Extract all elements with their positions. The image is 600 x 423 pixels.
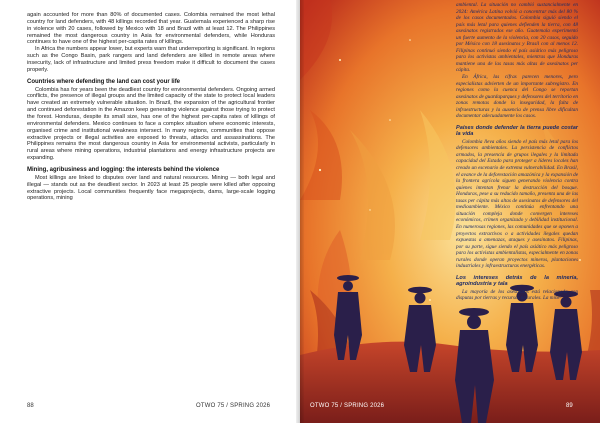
body-paragraph: In Africa the numbers appear lower, but experts warn that underreporting is significant. In regions such as the Congo Basin, park rangers and land defenders are killed in remote areas where insecurity, lack of infrastructure and limited press freedom make it difficult to document the cases properly. (27, 46, 275, 73)
section-heading: Los intereses detrás de la minería, agroindustria y tala (456, 274, 578, 288)
right-article-column (456, 2, 578, 302)
body-paragraph: Colombia has for years been the deadliest country for environmental defenders. Ongoing armed conflicts, the presence of illegal groups and the limited capacity of the state to protect local leaders have created an extremely vulnerable situation. In Brazil, the expansion of the agricultural frontier and continued deforestation in the Amazon keep generating violence against those trying to protect the forest. Honduras, despite its small size, has one of the highest per-capita rates of killings of environmental defenders. Mexico continues to face a complex situation where economic interests, organised crime and institutional weakness intersect. In many regions, communities that oppose extractive projects or illegal activities are exposed to threats, attacks and assassinations. The Philippines remains the most dangerous country in Asia for environmental activists, particularly in rural areas where mining operations, industrial plantations and energy infrastructure projects are expanding. (27, 86, 275, 162)
body-paragraph: again accounted for more than 80% of documented cases. Colombia remained the most lethal country for land defenders, with 48 killings recorded that year. Guatemala experienced a sharp rise in violence with 20 cases, followed by Mexico with 18 and Brazil with at least 12. The Philippines remained the most dangerous country in Asia for environmental defenders, while Honduras continues to have one of the highest per-capita rates of killings. (27, 12, 275, 46)
body-paragraph: En África, las cifras parecen menores, pero especialistas advierten de un importante subregistro. En regiones como la cuenca del Congo se reportan asesinatos de guardaparques y defensores del territorio en zonas remotas donde la inseguridad, la falta de infraestructuras y la ausencia de prensa libre dificultan documentar adecuadamente los casos. (456, 74, 578, 120)
right-page-number: 89 (566, 403, 573, 409)
section-heading: Mining, agribusiness and logging: the interests behind the violence (27, 166, 220, 173)
body-paragraph: La mayoría de los asesinatos está relacionada con disputas por tierras y recursos naturales. La mine- (456, 288, 578, 302)
body-paragraph: ambiental. La situación no cambió sustancialmente en 2024: América Latina volvió a concentrar más del 80 % de los casos documentados. Colombia siguió siendo el país más letal para quienes defienden la tierra, con 48 asesinatos registrados ese año. Guatemala experimentó un fuerte aumento de la violencia, con 20 casos, seguido por México con 18 asesinatos y Brasil con al menos 12. Filipinas continuó siendo el país asiático más peligroso para los activistas ambientales, mientras que Honduras mantiene una de las tasas más altas de asesinatos per cápita. (456, 2, 578, 74)
left-page-number: 88 (27, 403, 34, 409)
section-heading: Countries where defending the land can cost your life (27, 78, 181, 85)
body-paragraph: Colombia lleva años siendo el país más letal para los defensores ambientales. La persistencia de conflictos armados, la presencia de grupos ilegales y la limitada capacidad del Estado para proteger a líderes locales han creado un escenario de extrema vulnerabilidad. En Brasil, el avance de la deforestación amazónica y la expansión de la frontera agrícola siguen generando violencia contra quienes intentan frenar la destrucción del bosque. Honduras, pese a su reducido tamaño, presenta una de las tasas per cápita más altas de asesinatos de defensores del medioambiente. México continúa enfrentando una situación compleja donde convergen intereses económicos, crimen organizado y debilidad institucional. En numerosas regiones, las comunidades que se oponen a proyectos extractivos o a actividades ilegales quedan expuestas a amenazas, ataques y asesinatos. Filipinas, por su parte, sigue siendo el país asiático más peligroso para los activistas ambientalistas, especialmente en zonas rurales donde operan proyectos mineros, plantaciones industriales y infraestructuras energéticas. (456, 138, 578, 270)
section-heading: Países donde defender la tierra puede costar la vida (456, 124, 578, 138)
left-running-footer: OTWO 75 / SPRING 2026 (196, 403, 271, 409)
left-article-column (27, 12, 275, 202)
right-running-footer: OTWO 75 / SPRING 2026 (310, 403, 385, 409)
body-paragraph: Most killings are linked to disputes over land and natural resources. Mining — both legal and illegal — stands out as the deadliest sector. In 2023 at least 25 people were killed after opposing extractive projects. Local communities frequently face megaprojects, dams, large-scale logging operations, mining (27, 174, 275, 202)
right-page (300, 0, 600, 423)
page-gutter (296, 0, 304, 423)
